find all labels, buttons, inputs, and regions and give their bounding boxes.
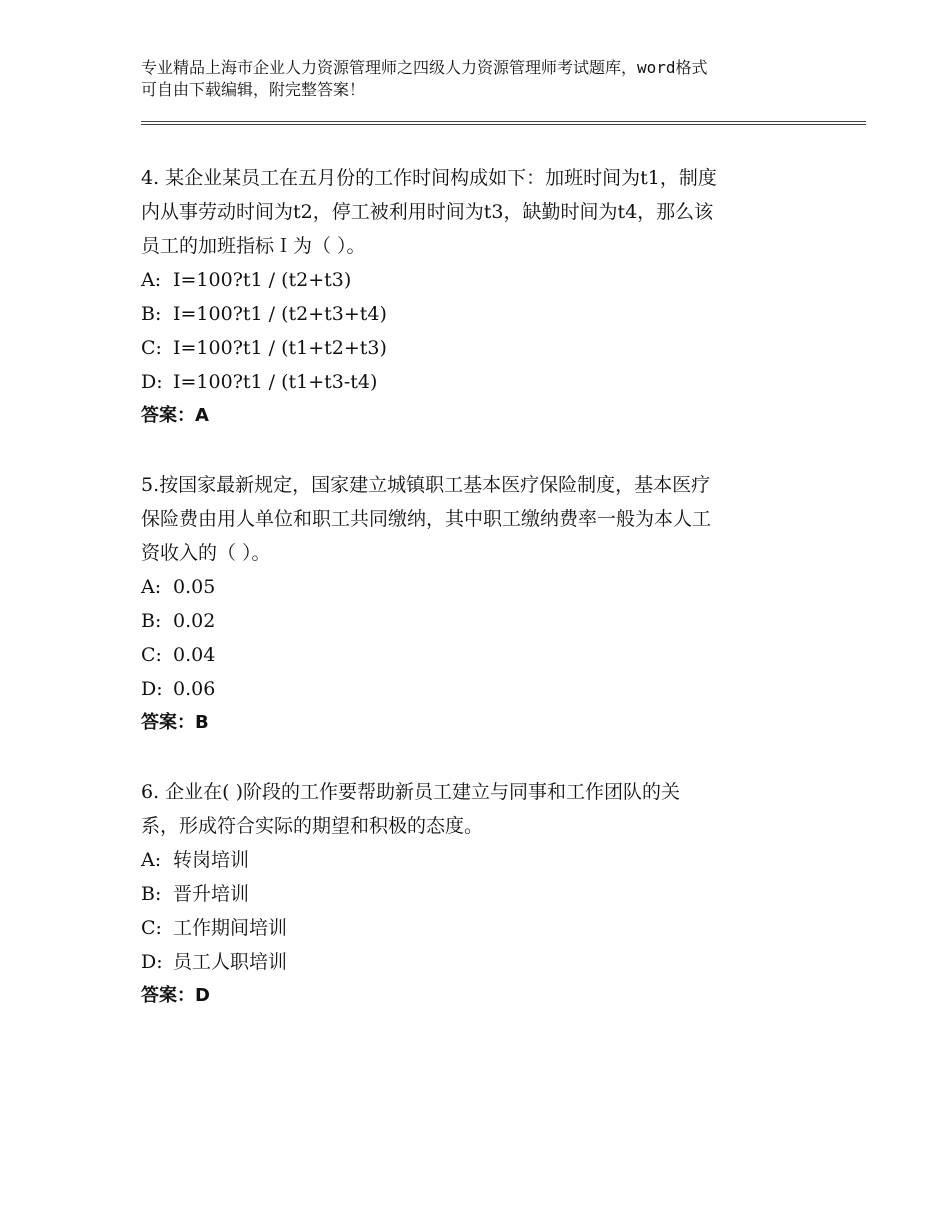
question-text-line: 系，形成符合实际的期望和积极的态度。 bbox=[141, 815, 484, 837]
option-text: I=100?t1 / (t2+t3) bbox=[173, 269, 352, 291]
option-c bbox=[141, 911, 821, 945]
option-c bbox=[141, 638, 821, 672]
option-text: 转岗培训 bbox=[173, 849, 250, 871]
option-key: C: bbox=[141, 917, 162, 939]
question-text-line: 5.按国家最新规定，国家建立城镇职工基本医疗保险制度，基本医疗 bbox=[141, 474, 711, 496]
question-4 bbox=[141, 161, 821, 433]
option-b bbox=[141, 877, 821, 911]
option-text: 0.06 bbox=[173, 678, 216, 700]
option-text: I=100?t1 / (t1+t3-t4) bbox=[173, 371, 378, 393]
option-a bbox=[141, 263, 821, 297]
header-divider-top bbox=[141, 121, 866, 122]
answer: 答案：B bbox=[141, 712, 209, 733]
option-key: B: bbox=[141, 610, 162, 632]
header-line-1: 专业精品上海市企业人力资源管理师之四级人力资源管理师考试题库，word格式 bbox=[141, 58, 708, 77]
option-key: D: bbox=[141, 678, 163, 700]
option-key: B: bbox=[141, 883, 162, 905]
question-text-line: 资收入的（ ）。 bbox=[141, 542, 271, 564]
header-line-2: 可自由下载编辑，附完整答案！ bbox=[141, 80, 366, 99]
option-key: A: bbox=[141, 269, 162, 291]
option-text: I=100?t1 / (t1+t2+t3) bbox=[173, 337, 387, 359]
question-text-line: 保险费由用人单位和职工共同缴纳，其中职工缴纳费率一般为本人工 bbox=[141, 508, 712, 530]
option-d bbox=[141, 365, 821, 399]
option-text: 0.02 bbox=[173, 610, 216, 632]
option-text: 0.05 bbox=[173, 576, 216, 598]
option-key: A: bbox=[141, 576, 162, 598]
answer: 答案：A bbox=[141, 405, 209, 426]
option-b bbox=[141, 297, 821, 331]
question-text-line: 6. 企业在( )阶段的工作要帮助新员工建立与同事和工作团队的关 bbox=[141, 781, 681, 803]
option-text: 工作期间培训 bbox=[173, 917, 288, 939]
option-a bbox=[141, 843, 821, 877]
option-key: C: bbox=[141, 644, 162, 666]
option-d bbox=[141, 945, 821, 979]
document-header bbox=[141, 57, 821, 101]
question-text-line: 4. 某企业某员工在五月份的工作时间构成如下：加班时间为t1，制度 bbox=[141, 167, 717, 189]
question-5 bbox=[141, 468, 821, 740]
option-b bbox=[141, 604, 821, 638]
option-text: 员工人职培训 bbox=[173, 951, 288, 973]
question-6 bbox=[141, 775, 821, 1013]
option-a bbox=[141, 570, 821, 604]
option-d bbox=[141, 672, 821, 706]
header-divider-bottom bbox=[141, 124, 866, 125]
option-c bbox=[141, 331, 821, 365]
option-key: C: bbox=[141, 337, 162, 359]
option-text: 0.04 bbox=[173, 644, 216, 666]
option-text: I=100?t1 / (t2+t3+t4) bbox=[173, 303, 387, 325]
option-key: B: bbox=[141, 303, 162, 325]
question-text-line: 内从事劳动时间为t2，停工被利用时间为t3，缺勤时间为t4，那么该 bbox=[141, 201, 714, 223]
option-key: D: bbox=[141, 371, 163, 393]
option-text: 晋升培训 bbox=[173, 883, 250, 905]
option-key: A: bbox=[141, 849, 162, 871]
question-text-line: 员工的加班指标Ｉ为（ ）。 bbox=[141, 235, 366, 257]
answer: 答案：D bbox=[141, 985, 210, 1006]
option-key: D: bbox=[141, 951, 163, 973]
